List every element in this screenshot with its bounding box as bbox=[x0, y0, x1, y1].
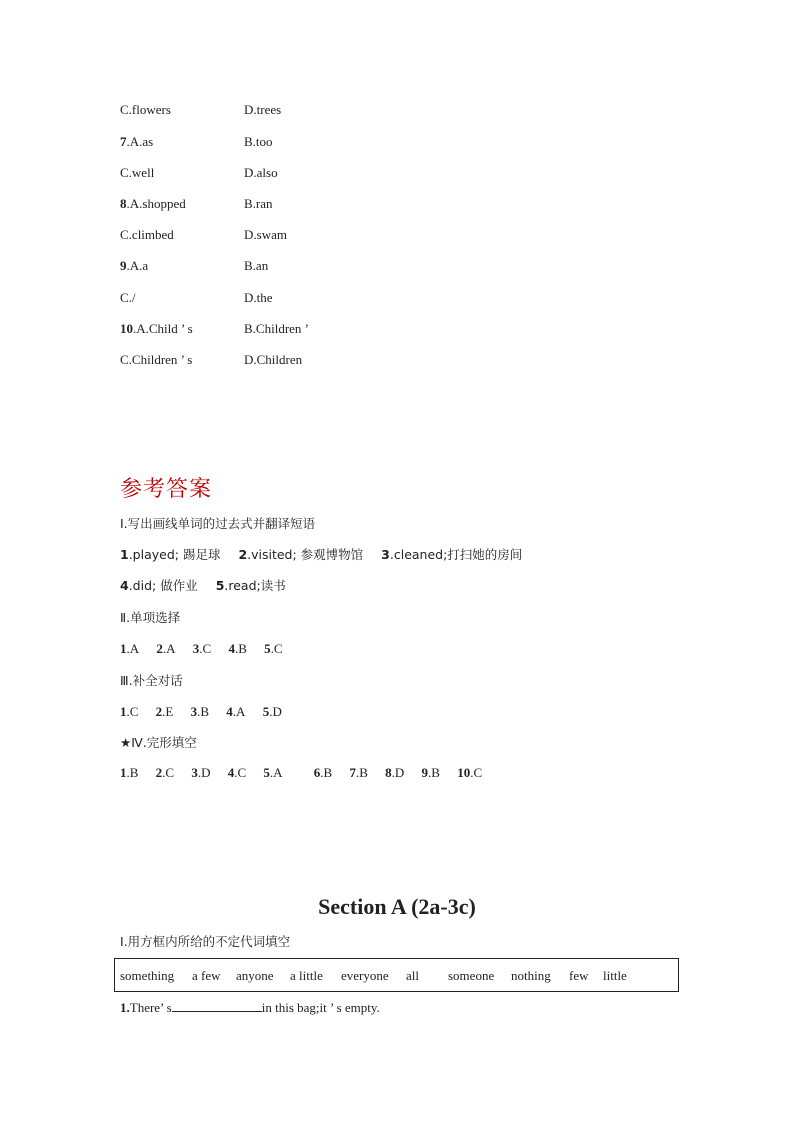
question-number: 1. bbox=[120, 1000, 130, 1015]
option-a: .A.shopped bbox=[126, 196, 186, 211]
question-text-before: There’ s bbox=[129, 1000, 172, 1015]
answer-text: .B bbox=[428, 765, 440, 780]
answer-number: 5 bbox=[264, 641, 271, 656]
answer-text: .C bbox=[199, 641, 212, 656]
answer-text: .D bbox=[269, 704, 282, 719]
answer-text: .A bbox=[232, 704, 246, 719]
answer-number: 3 bbox=[192, 641, 200, 656]
part4-answers bbox=[120, 764, 496, 782]
part2-answers bbox=[120, 640, 297, 658]
answer-number: 4 bbox=[226, 704, 233, 719]
option-b: B.too bbox=[244, 134, 273, 149]
answer-number: 1 bbox=[120, 641, 127, 656]
answer-text: .did; 做作业 bbox=[128, 578, 198, 593]
option-d: D.the bbox=[244, 290, 273, 305]
word-bank-item: something bbox=[120, 968, 175, 983]
answer-text: .A bbox=[162, 641, 176, 656]
word-bank-item: anyone bbox=[236, 968, 274, 983]
option-a: .A.Child ’ s bbox=[133, 321, 193, 336]
answer-number: 8 bbox=[385, 765, 392, 780]
answer-text: .B bbox=[320, 765, 333, 780]
word-bank-item: all bbox=[406, 968, 419, 983]
answer-number: 2 bbox=[155, 704, 163, 719]
answer-number: 2 bbox=[238, 547, 248, 562]
answer-number: 5 bbox=[262, 704, 270, 719]
word-bank-item: few bbox=[569, 968, 589, 983]
word-bank-item: someone bbox=[448, 968, 495, 983]
question-1 bbox=[120, 999, 380, 1017]
option-b: B.Children ’ bbox=[244, 321, 309, 336]
part2-heading: Ⅱ.单项选择 bbox=[120, 610, 181, 625]
word-bank-item: little bbox=[603, 968, 627, 983]
answer-text: .C bbox=[162, 765, 175, 780]
word-bank-item: a few bbox=[192, 968, 221, 983]
section-heading: Ⅰ.用方框内所给的不定代词填空 bbox=[120, 934, 291, 949]
answer-text: .B bbox=[234, 641, 247, 656]
question-number: 9 bbox=[120, 258, 127, 273]
answer-text: .C bbox=[270, 641, 283, 656]
word-bank-box bbox=[114, 958, 679, 992]
answer-number: 9 bbox=[421, 765, 429, 780]
answer-number: 2 bbox=[155, 765, 163, 780]
answer-number: 5 bbox=[215, 578, 225, 593]
option-a: .A.as bbox=[126, 134, 154, 149]
answer-number: 10 bbox=[457, 765, 471, 780]
answer-text: .E bbox=[162, 704, 174, 719]
section-title: Section A (2a-3c) bbox=[318, 894, 476, 919]
answer-text: .A bbox=[269, 765, 283, 780]
question-number: 7 bbox=[120, 134, 127, 149]
answer-number: 4 bbox=[228, 641, 235, 656]
option-c: C./ bbox=[120, 290, 136, 305]
answer-number: 2 bbox=[156, 641, 163, 656]
answer-number: 3 bbox=[191, 765, 198, 780]
question-text-after: in this bag;it ’ s empty. bbox=[261, 1000, 380, 1015]
answer-text: .A bbox=[126, 641, 140, 656]
option-c: C.flowers bbox=[120, 102, 171, 117]
answer-text: .D bbox=[391, 765, 405, 780]
answer-number: 7 bbox=[349, 765, 356, 780]
part4-heading: ★Ⅳ.完形填空 bbox=[120, 735, 197, 750]
answer-number: 5 bbox=[263, 765, 270, 780]
answer-text: .B bbox=[355, 765, 368, 780]
answer-text: .C bbox=[126, 704, 139, 719]
answer-text: .visited; 参观博物馆 bbox=[247, 547, 364, 562]
answer-number: 3 bbox=[381, 547, 390, 562]
answer-number: 4 bbox=[120, 578, 129, 593]
option-d: D.trees bbox=[244, 102, 282, 117]
option-c: C.well bbox=[120, 165, 155, 180]
option-a: .A.a bbox=[126, 258, 149, 273]
answer-number: 1 bbox=[120, 765, 127, 780]
option-b: B.ran bbox=[244, 196, 273, 211]
answer-text: .B bbox=[126, 765, 139, 780]
answer-key-title: 参考答案 bbox=[120, 477, 213, 502]
word-bank-item: everyone bbox=[341, 968, 389, 983]
answer-text: .C bbox=[234, 765, 247, 780]
answer-number: 1 bbox=[120, 704, 127, 719]
part1-answers-line2 bbox=[120, 577, 300, 595]
part3-heading: Ⅲ.补全对话 bbox=[120, 673, 183, 688]
part1-answers-line1 bbox=[120, 546, 536, 564]
answer-number: 6 bbox=[313, 765, 321, 780]
answer-text: .read;读书 bbox=[224, 578, 286, 593]
answer-number: 1 bbox=[120, 547, 129, 562]
option-d: D.swam bbox=[244, 227, 287, 242]
answer-number: 3 bbox=[190, 704, 198, 719]
word-bank-item: a little bbox=[290, 968, 323, 983]
option-c: C.climbed bbox=[120, 227, 174, 242]
part1-heading: Ⅰ.写出画线单词的过去式并翻译短语 bbox=[120, 516, 316, 531]
answer-text: .C bbox=[470, 765, 483, 780]
word-bank-item: nothing bbox=[511, 968, 551, 983]
option-c: C.Children ’ s bbox=[120, 352, 193, 367]
option-b: B.an bbox=[244, 258, 269, 273]
question-number: 10 bbox=[120, 321, 133, 336]
answer-text: .played; 踢足球 bbox=[128, 547, 221, 562]
answer-text: .D bbox=[197, 765, 211, 780]
answer-number: 4 bbox=[227, 765, 235, 780]
option-d: D.also bbox=[244, 165, 278, 180]
question-number: 8 bbox=[120, 196, 127, 211]
answer-text: .cleaned;打扫她的房间 bbox=[389, 547, 523, 562]
option-d: D.Children bbox=[244, 352, 303, 367]
answer-text: .B bbox=[197, 704, 210, 719]
part3-answers bbox=[120, 703, 296, 721]
answer-blank[interactable] bbox=[172, 999, 262, 1012]
